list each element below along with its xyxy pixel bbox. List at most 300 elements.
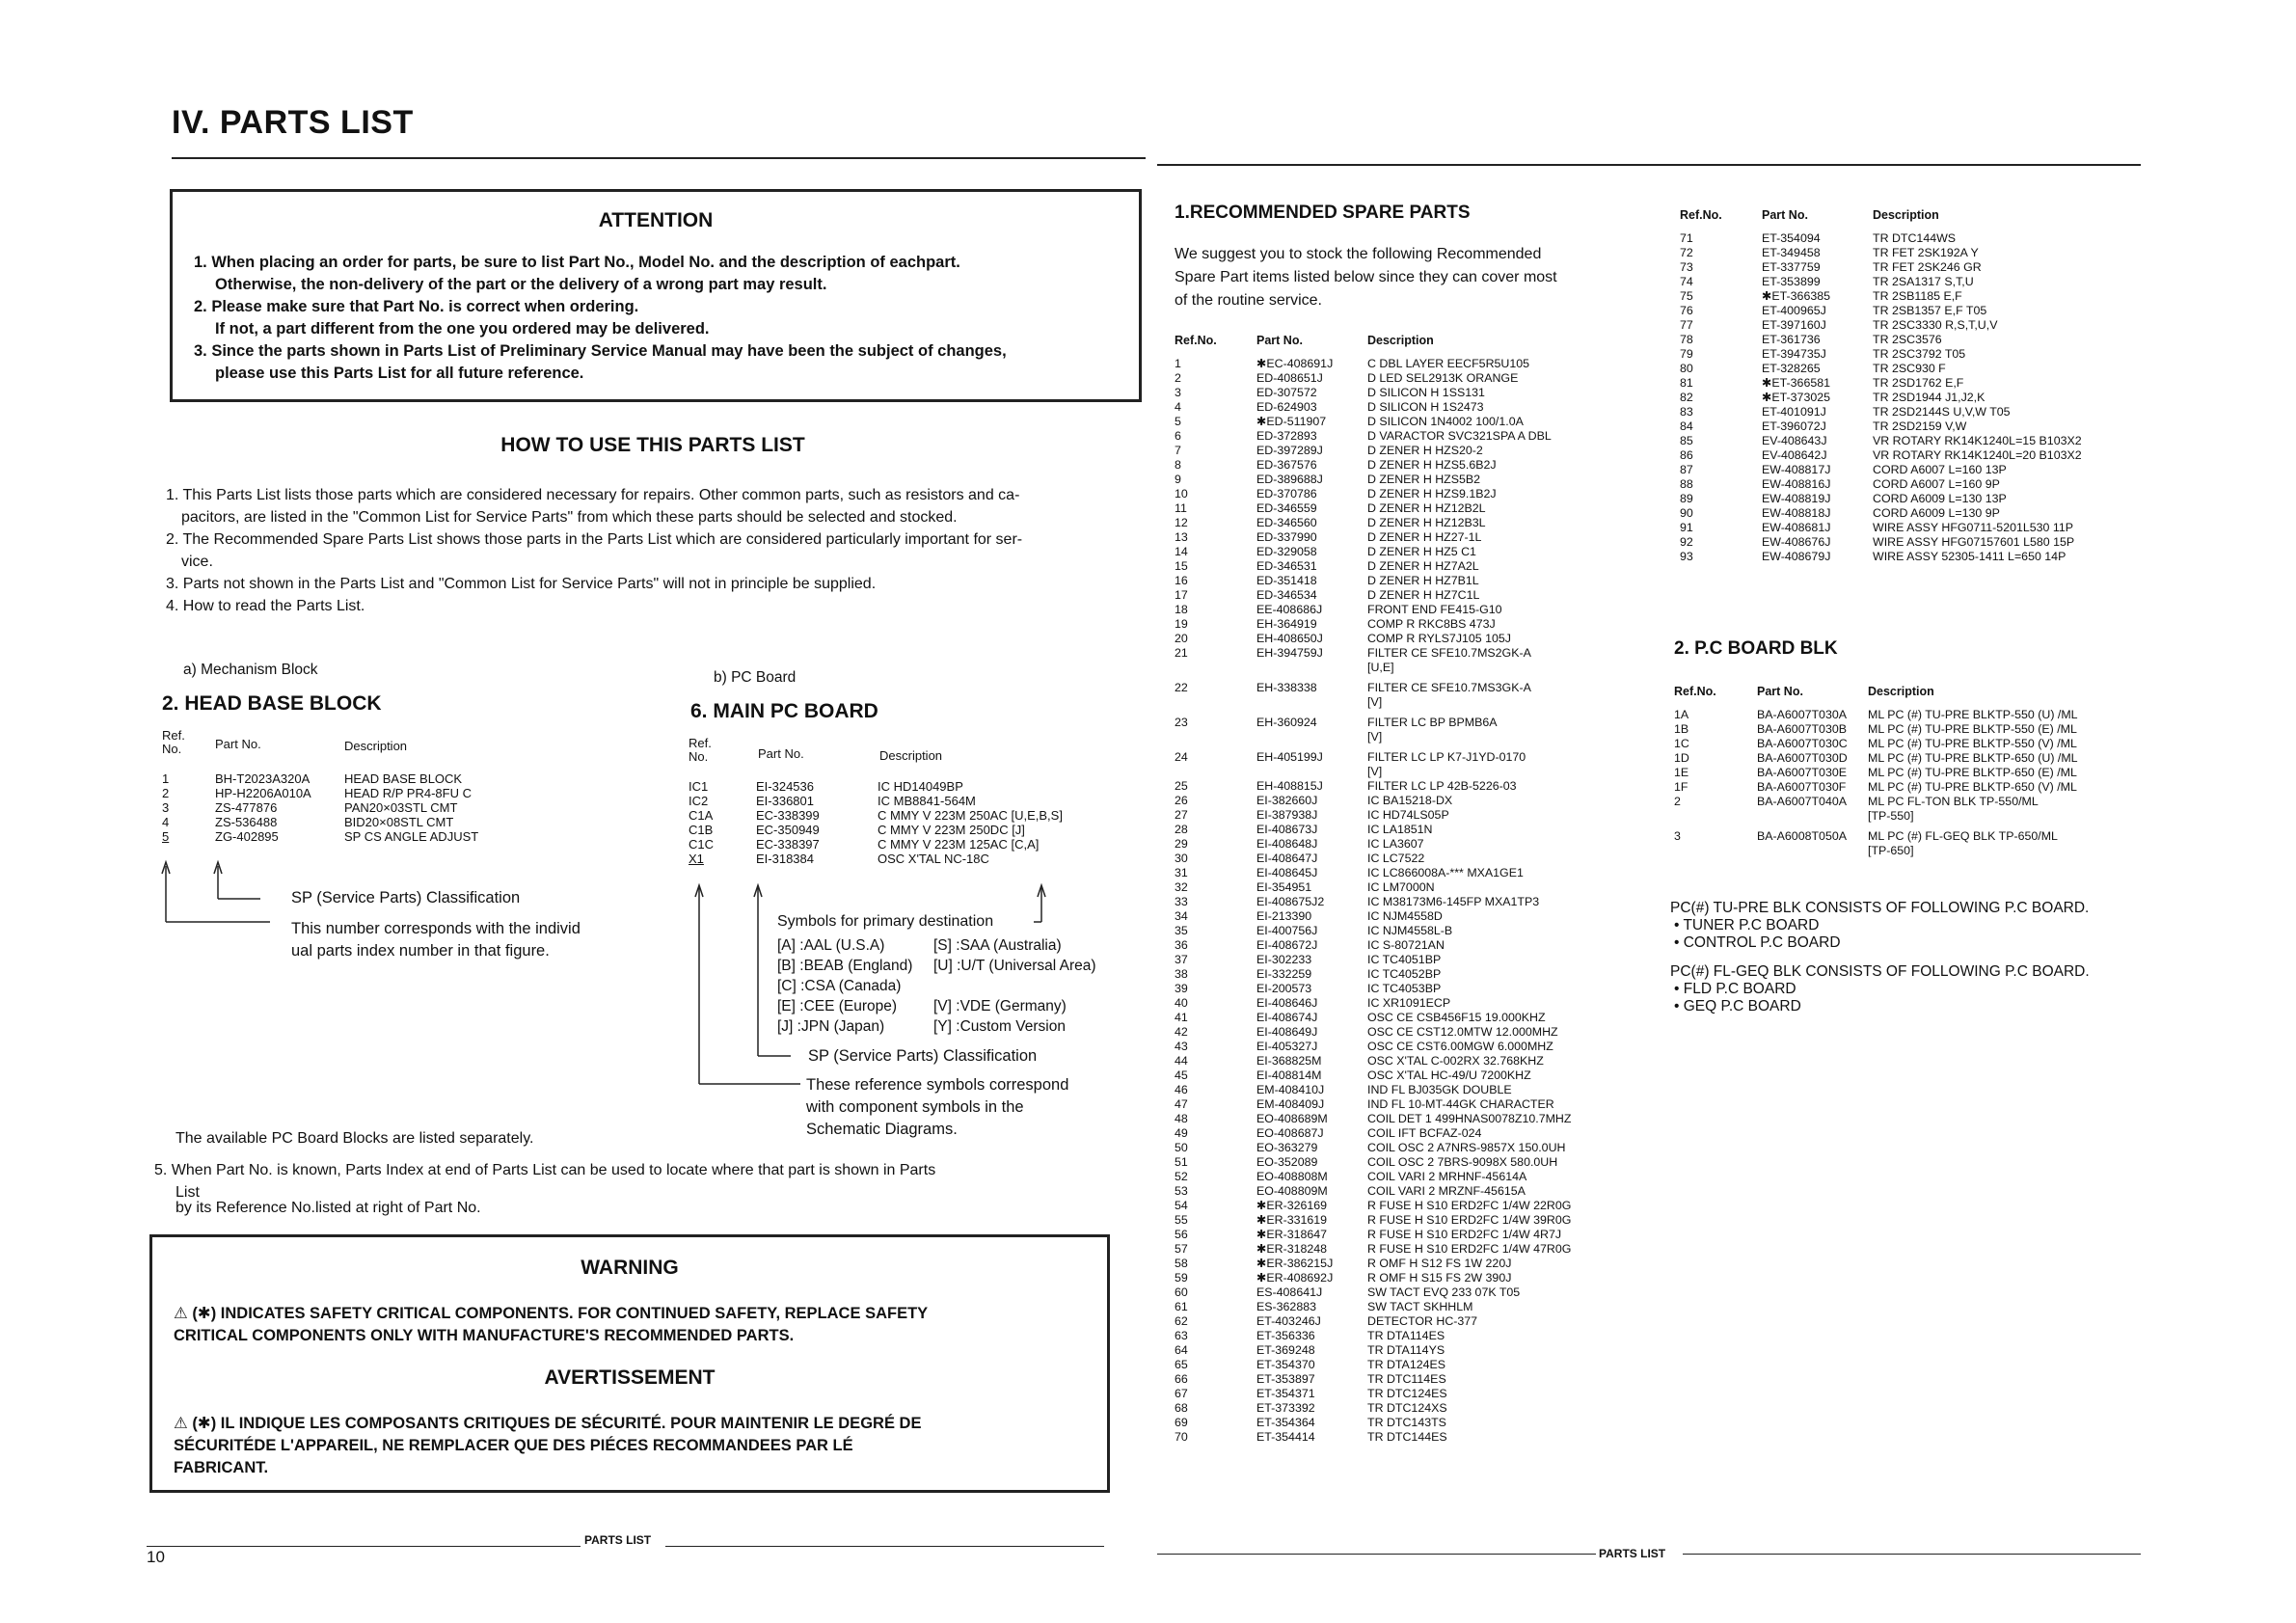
part-cell: ✱ER-318647 (1256, 1228, 1328, 1241)
part-cell: EI-336801 (756, 794, 814, 808)
ref-cell: 13 (1175, 530, 1188, 544)
part-cell: EW-408817J (1762, 463, 1831, 476)
part-cell: ✱EC-408691J (1256, 357, 1334, 370)
ref-cell: 87 (1680, 463, 1693, 476)
footer-label: PARTS LIST (1599, 1547, 1666, 1560)
ref-cell: 59 (1175, 1271, 1188, 1285)
table-row (1175, 1040, 1571, 1054)
desc-cell: R OMF H S15 FS 2W 390J (1367, 1271, 1512, 1285)
part-cell: ET-397160J (1762, 318, 1826, 332)
ref-cell: 43 (1175, 1040, 1188, 1053)
desc-cell: ML PC (#) TU-PRE BLKTP-550 (V) /ML (1868, 737, 2077, 750)
part-cell: ED-346560 (1256, 516, 1317, 529)
symbol-left: [J] :JPN (Japan) (777, 1018, 885, 1035)
howto-line: 1. This Parts List lists those parts which are considered necessary for repairs. Other common parts, such as resistors and ca- (166, 487, 1020, 503)
table-row (1680, 463, 2082, 477)
part-cell: EH-364919 (1256, 617, 1317, 631)
part-cell: EI-408814M (1256, 1068, 1322, 1082)
desc-cell: COMP R RKC8BS 473J (1367, 617, 1496, 631)
ref-cell: 69 (1175, 1416, 1188, 1429)
part-cell: EI-368825M (1256, 1054, 1322, 1068)
ref-cell: 17 (1175, 588, 1188, 602)
ref-cell: 32 (1175, 880, 1188, 894)
attention-heading: ATTENTION (598, 209, 714, 231)
warning-line: SÉCURITÉDE L'APPAREIL, NE REMPLACER QUE DES PIÉCES RECOMMANDEES PAR LÉ (174, 1437, 853, 1454)
desc-cell: TR DTA114ES (1367, 1329, 1445, 1342)
table-row (1674, 722, 2078, 737)
part-cell: ET-354364 (1256, 1416, 1315, 1429)
desc-cell: IC HD74LS05P (1367, 808, 1449, 822)
desc-cell: TR DTC124XS (1367, 1401, 1447, 1415)
ref-cell: IC1 (689, 779, 709, 794)
table-row (1674, 795, 2078, 809)
ref-cell: 53 (1175, 1184, 1188, 1198)
part-cell: ✱ER-318248 (1256, 1242, 1328, 1256)
table-row (1175, 938, 1571, 953)
part-cell: ET-400965J (1762, 304, 1826, 317)
table-row (1175, 1068, 1571, 1083)
ref-cell: 30 (1175, 852, 1188, 865)
table-row (689, 779, 1063, 794)
ref-cell: 41 (1175, 1011, 1188, 1024)
part-cell: EI-408649J (1256, 1025, 1318, 1039)
ref-cell: 3 (1175, 386, 1181, 399)
part-cell: EI-213390 (1256, 909, 1312, 923)
table-row (1680, 362, 2082, 376)
table-row (1175, 632, 1571, 646)
ref-cell: 5 (1175, 415, 1181, 428)
desc-cell: BID20×08STL CMT (344, 815, 454, 829)
ref-cell: 27 (1175, 808, 1188, 822)
table-row (1175, 1155, 1571, 1170)
part-cell: ET-361736 (1762, 333, 1821, 346)
part-cell: BA-A6007T030F (1757, 780, 1847, 794)
table-row (1175, 924, 1571, 938)
part-cell: EO-352089 (1256, 1155, 1318, 1169)
desc-cont-cell: [TP-550] (1868, 809, 1914, 823)
desc-cell: FILTER LC LP K7-J1YD-0170 (1367, 750, 1526, 764)
example-a-note-sp: SP (Service Parts) Classification (291, 889, 521, 906)
table-row (1680, 304, 2082, 318)
part-cell: ET-354370 (1256, 1358, 1315, 1371)
ref-cell: 25 (1175, 779, 1188, 793)
col-desc: Description (1868, 685, 1934, 698)
ref-cell: 11 (1175, 501, 1187, 515)
table-header (1674, 675, 2078, 708)
attention-line: please use this Parts List for all future reference. (215, 365, 584, 382)
part-cell: ET-356336 (1256, 1329, 1315, 1342)
consist-heading: PC(#) FL-GEQ BLK CONSISTS OF FOLLOWING P.C BOARD. (1670, 963, 2090, 980)
ref-cell: 36 (1175, 938, 1188, 952)
desc-cell: TR DTC124ES (1367, 1387, 1447, 1400)
avertissement-text (174, 1413, 921, 1479)
desc-cont-cell: [V] (1367, 730, 1383, 744)
table-row (1175, 386, 1571, 400)
desc-cell: D ZENER H HZ5 C1 (1367, 545, 1476, 558)
consist-block (1670, 900, 2090, 1015)
part-cell: EI-408672J (1256, 938, 1318, 952)
consist-item: • TUNER P.C BOARD (1674, 917, 1820, 933)
warning-text (174, 1303, 928, 1347)
part-cell: ED-372893 (1256, 429, 1317, 443)
desc-cell: TR DTC143TS (1367, 1416, 1446, 1429)
part-cell: EH-408815J (1256, 779, 1323, 793)
table-row (1175, 1025, 1571, 1040)
desc-cell: R FUSE H S10 ERD2FC 1/4W 39R0G (1367, 1213, 1572, 1227)
desc-cell: TR FET 2SK192A Y (1873, 246, 1979, 259)
example-a-callout-lines (154, 839, 309, 926)
desc-cell: OSC X'TAL C-002RX 32.768KHZ (1367, 1054, 1544, 1068)
desc-cell: C MMY V 223M 250DC [J] (878, 823, 1025, 837)
desc-cell: OSC CE CST6.00MGW 6.000MHZ (1367, 1040, 1553, 1053)
part-cell: EM-408409J (1256, 1097, 1325, 1111)
desc-cell: IC TC4052BP (1367, 967, 1442, 981)
part-cell: EI-408675J2 (1256, 895, 1325, 908)
desc-cell: D ZENER H HZ27-1L (1367, 530, 1482, 544)
col-part: Part No. (1757, 685, 1803, 698)
symbol-left: [A] :AAL (U.S.A) (777, 937, 885, 954)
desc-cell: IC HD14049BP (878, 779, 963, 794)
part-cell: EI-408673J (1256, 823, 1318, 836)
consist-item: • CONTROL P.C BOARD (1674, 934, 1841, 951)
desc-cell: D ZENER H HZ12B2L (1367, 501, 1486, 515)
table-row (1175, 545, 1571, 559)
available-note: The available PC Board Blocks are listed separately. (176, 1130, 534, 1147)
desc-cont-cell: [V] (1367, 765, 1383, 778)
part-cell: ET-353897 (1256, 1372, 1315, 1386)
desc-cell: TR DTA114YS (1367, 1343, 1445, 1357)
ref-cell: 90 (1680, 506, 1693, 520)
part-cell: ET-337759 (1762, 260, 1821, 274)
table-row (1175, 617, 1571, 632)
part-cell: BA-A6007T030A (1757, 708, 1847, 721)
part-cell: ✱ER-386215J (1256, 1257, 1334, 1270)
desc-cell: TR 2SD1944 J1,J2,K (1873, 391, 1985, 404)
ref-cell: 8 (1175, 458, 1181, 472)
table-row (1680, 405, 2082, 419)
ref-cell: 2 (1674, 795, 1681, 808)
desc-cell: IC LA3607 (1367, 837, 1424, 851)
col-desc: Description (1873, 208, 1939, 222)
part-cell: EI-302233 (1256, 953, 1312, 966)
part-cell: EI-382660J (1256, 794, 1318, 807)
table-row (1175, 646, 1571, 661)
table-row (1175, 501, 1571, 516)
pcb-heading: 2. P.C BOARD BLK (1674, 638, 1838, 659)
table-row (1175, 444, 1571, 458)
desc-cell: D SILICON H 1S2473 (1367, 400, 1484, 414)
ref-cell: 85 (1680, 434, 1693, 447)
spare-intro (1175, 243, 1557, 312)
ref-cell: 83 (1680, 405, 1693, 419)
example-b-col-part: Part No. (758, 746, 804, 761)
part-cell: ✱ER-408692J (1256, 1271, 1334, 1285)
ref-cell: 37 (1175, 953, 1188, 966)
table-row (1680, 535, 2082, 550)
part-cell: ET-373392 (1256, 1401, 1315, 1415)
table-row (1175, 1314, 1571, 1329)
part-cell: ET-353899 (1762, 275, 1821, 288)
part-cell: ET-396072J (1762, 419, 1826, 433)
ref-cell: 19 (1175, 617, 1188, 631)
ref-cell: 42 (1175, 1025, 1188, 1039)
table-row (1175, 574, 1571, 588)
desc-cell: ML PC (#) TU-PRE BLKTP-650 (E) /ML (1868, 766, 2077, 779)
desc-cell: R FUSE H S10 ERD2FC 1/4W 22R0G (1367, 1199, 1572, 1212)
table-row (1175, 1372, 1571, 1387)
table-row (1175, 603, 1571, 617)
spare-table-1 (1175, 324, 1571, 1445)
ref-cell: 50 (1175, 1141, 1188, 1154)
table-row (1175, 588, 1571, 603)
table-row (1175, 1126, 1571, 1141)
part-cell: EI-318384 (756, 852, 814, 866)
howto-line: pacitors, are listed in the "Common List for Service Parts" from which these parts should be selected and stocked. (181, 509, 958, 526)
ref-cell: 58 (1175, 1257, 1188, 1270)
table-row (1674, 751, 2078, 766)
table-row (1175, 675, 1571, 695)
ref-cell: 33 (1175, 895, 1188, 908)
table-row (1674, 766, 2078, 780)
ref-cell: 55 (1175, 1213, 1188, 1227)
table-row (1175, 400, 1571, 415)
table-row (1680, 419, 2082, 434)
ref-cell: 86 (1680, 448, 1693, 462)
table-row (162, 786, 478, 800)
howto-line: 2. The Recommended Spare Parts List shows those parts in the Parts List which are considered particularly important for ser- (166, 531, 1023, 548)
ref-cell: 81 (1680, 376, 1693, 390)
desc-cont-cell: [TP-650] (1868, 844, 1914, 857)
table-row (1175, 794, 1571, 808)
table-row (1175, 730, 1571, 744)
desc-cell: TR 2SD2159 V,W (1873, 419, 1967, 433)
example-b-heading: 6. MAIN PC BOARD (690, 700, 878, 722)
ref-cell: 45 (1175, 1068, 1188, 1082)
ref-cell: 6 (1175, 429, 1181, 443)
part-cell: ✱ED-511907 (1256, 415, 1327, 428)
desc-cell: R FUSE H S10 ERD2FC 1/4W 47R0G (1367, 1242, 1572, 1256)
spare-rows-c (1680, 231, 2082, 564)
example-a-note-num-1: This number corresponds with the individ (291, 920, 581, 937)
part-cell: ET-394735J (1762, 347, 1826, 361)
desc-cell: IC LM7000N (1367, 880, 1435, 894)
table-row (1674, 824, 2078, 844)
ref-cell: C1A (689, 808, 714, 823)
ref-cell: 76 (1680, 304, 1693, 317)
ref-cell: 47 (1175, 1097, 1188, 1111)
part-cell: EH-360924 (1256, 716, 1317, 729)
ref-cell: 12 (1175, 516, 1188, 529)
table-row (1680, 260, 2082, 275)
table-row (1674, 737, 2078, 751)
table-row (1175, 866, 1571, 880)
part-cell: EO-408689M (1256, 1112, 1328, 1125)
ref-cell: 22 (1175, 681, 1188, 694)
table-row (1680, 246, 2082, 260)
desc-cell: FILTER CE SFE10.7MS2GK-A (1367, 646, 1531, 660)
part-cell: ED-397289J (1256, 444, 1323, 457)
desc-cell: TR 2SC3330 R,S,T,U,V (1873, 318, 1998, 332)
table-row (1175, 1112, 1571, 1126)
table-row (1175, 661, 1571, 675)
desc-cell: TR 2SC930 F (1873, 362, 1946, 375)
desc-cell: VR ROTARY RK14K1240L=20 B103X2 (1873, 448, 2082, 462)
table-row (1175, 1329, 1571, 1343)
ref-cell: 9 (1175, 473, 1181, 486)
desc-cell: COIL VARI 2 MRHNF-45614A (1367, 1170, 1527, 1183)
ref-cell: 14 (1175, 545, 1188, 558)
desc-cell: D SILICON H 1SS131 (1367, 386, 1485, 399)
desc-cell: TR DTC144WS (1873, 231, 1957, 245)
part-cell: ED-624903 (1256, 400, 1317, 414)
symbol-right: [U] :U/T (Universal Area) (933, 958, 1096, 974)
spare-rows-a (1175, 357, 1571, 661)
desc-cell: ML PC (#) TU-PRE BLKTP-550 (E) /ML (1868, 722, 2077, 736)
howto-line: 3. Parts not shown in the Parts List and "Common List for Service Parts" will not in principle be supplied. (166, 576, 877, 592)
table-row (1175, 996, 1571, 1011)
part-cell: ED-351418 (1256, 574, 1317, 587)
table-row (1680, 275, 2082, 289)
spare-heading: 1.RECOMMENDED SPARE PARTS (1175, 203, 1471, 223)
warning-box (149, 1234, 1110, 1493)
ref-cell: 72 (1680, 246, 1693, 259)
desc-cell: COMP R RYLS7J105 105J (1367, 632, 1511, 645)
desc-cell: R OMF H S12 FS 1W 220J (1367, 1257, 1512, 1270)
symbols-heading: Symbols for primary destination (777, 913, 994, 930)
ref-cell: 65 (1175, 1358, 1188, 1371)
table-row (162, 800, 478, 815)
ref-cell: 3 (162, 800, 170, 815)
desc-cell: TR 2SD2144S U,V,W T05 (1873, 405, 2011, 419)
part-cell: ✱ER-326169 (1256, 1199, 1328, 1212)
table-row (689, 852, 1063, 866)
ref-cell: 2 (1175, 371, 1181, 385)
part-cell: EV-408642J (1762, 448, 1827, 462)
ref-cell: 52 (1175, 1170, 1188, 1183)
desc-cell: COIL IFT BCFAZ-024 (1367, 1126, 1482, 1140)
symbol-row (777, 996, 1096, 1016)
pcb-table (1674, 675, 2078, 858)
ref-cell: 79 (1680, 347, 1693, 361)
table-row (1175, 1213, 1571, 1228)
table-row (1175, 1271, 1571, 1285)
example-b-note-ref-2: with component symbols in the (806, 1098, 1024, 1116)
ref-cell: 28 (1175, 823, 1188, 836)
desc-cell: FILTER LC LP 42B-5226-03 (1367, 779, 1517, 793)
part-cell: EH-408650J (1256, 632, 1323, 645)
table-row (1175, 765, 1571, 779)
item5-line-1: 5. When Part No. is known, Parts Index at end of Parts List can be used to locate where that part is shown in Parts (154, 1162, 936, 1178)
ref-cell: 4 (1175, 400, 1181, 414)
part-cell: ET-401091J (1762, 405, 1826, 419)
desc-cell: OSC X'TAL NC-18C (878, 852, 989, 866)
part-cell: ZS-536488 (215, 815, 278, 829)
table-row (1175, 967, 1571, 982)
desc-cell: D ZENER H HZ7C1L (1367, 588, 1480, 602)
symbol-left: [B] :BEAB (England) (777, 958, 913, 974)
table-row (1175, 1184, 1571, 1199)
part-cell: ED-370786 (1256, 487, 1317, 500)
table-row (1175, 473, 1571, 487)
part-cell: EW-408676J (1762, 535, 1831, 549)
desc-cell: D SILICON 1N4002 100/1.0A (1367, 415, 1524, 428)
desc-cell: IC LA1851N (1367, 823, 1433, 836)
example-b-col-desc: Description (879, 748, 943, 763)
ref-cell: 40 (1175, 996, 1188, 1010)
part-cell: ED-346534 (1256, 588, 1317, 602)
example-a-heading: 2. HEAD BASE BLOCK (162, 692, 382, 715)
ref-cell: 51 (1175, 1155, 1188, 1169)
part-cell: BH-T2023A320A (215, 771, 311, 786)
desc-cell: OSC CE CSB456F15 19.000KHZ (1367, 1011, 1546, 1024)
page-title: IV. PARTS LIST (172, 104, 414, 141)
table-row (1175, 1343, 1571, 1358)
part-cell: ET-369248 (1256, 1343, 1315, 1357)
table-row (1175, 808, 1571, 823)
footer-rule-left (147, 1546, 581, 1547)
desc-cell: COIL OSC 2 A7NRS-9857X 150.0UH (1367, 1141, 1566, 1154)
howto-line: vice. (181, 554, 213, 570)
part-cell: EI-400756J (1256, 924, 1318, 937)
ref-cell: 1E (1674, 766, 1689, 779)
ref-cell: 20 (1175, 632, 1188, 645)
desc-cell: C DBL LAYER EECF5R5U105 (1367, 357, 1530, 370)
ref-cell: 75 (1680, 289, 1693, 303)
ref-cell: 24 (1175, 750, 1188, 764)
part-cell: ZS-477876 (215, 800, 278, 815)
desc-cell: WIRE ASSY HFG07157601 L580 15P (1873, 535, 2075, 549)
part-cell: ED-337990 (1256, 530, 1317, 544)
table-row (1175, 1358, 1571, 1372)
table-row (1175, 1054, 1571, 1068)
ref-cell: 91 (1680, 521, 1693, 534)
footer-label: PARTS LIST (584, 1533, 652, 1547)
desc-cell: IC S-80721AN (1367, 938, 1445, 952)
table-row (1175, 429, 1571, 444)
attention-line: 1. When placing an order for parts, be sure to list Part No., Model No. and the description of eachpart. (194, 254, 960, 271)
desc-cell: SW TACT SKHHLM (1367, 1300, 1473, 1313)
part-cell: EI-408647J (1256, 852, 1318, 865)
ref-cell: 38 (1175, 967, 1188, 981)
ref-cell: 73 (1680, 260, 1693, 274)
table-row (1680, 347, 2082, 362)
table-row (1175, 779, 1571, 794)
part-cell: EI-354951 (1256, 880, 1312, 894)
desc-cell: HEAD R/P PR4-8FU C (344, 786, 472, 800)
desc-cell: COIL OSC 2 7BRS-9098X 580.0UH (1367, 1155, 1558, 1169)
warning-line: ⚠ (✱) INDICATES SAFETY CRITICAL COMPONENTS. FOR CONTINUED SAFETY, REPLACE SAFETY (174, 1305, 929, 1322)
table-row (1175, 415, 1571, 429)
table-row (1680, 477, 2082, 492)
table-row (1175, 1257, 1571, 1271)
desc-cell: IC M38173M6-145FP MXA1TP3 (1367, 895, 1540, 908)
ref-cell: 84 (1680, 419, 1693, 433)
example-a-label: a) Mechanism Block (183, 662, 318, 678)
desc-cell: CORD A6007 L=160 13P (1873, 463, 2007, 476)
col-part: Part No. (1762, 208, 1808, 222)
example-b-col-ref: Ref. No. (689, 736, 712, 764)
part-cell: EI-387938J (1256, 808, 1318, 822)
ref-cell: IC2 (689, 794, 709, 808)
table-row (1175, 559, 1571, 574)
example-b-table (689, 779, 1063, 866)
part-cell: EW-408819J (1762, 492, 1831, 505)
part-cell: ED-329058 (1256, 545, 1317, 558)
example-a-col-part: Part No. (215, 737, 261, 751)
table-row (1674, 708, 2078, 722)
ref-cell: 70 (1175, 1430, 1188, 1444)
part-cell: EO-408808M (1256, 1170, 1328, 1183)
